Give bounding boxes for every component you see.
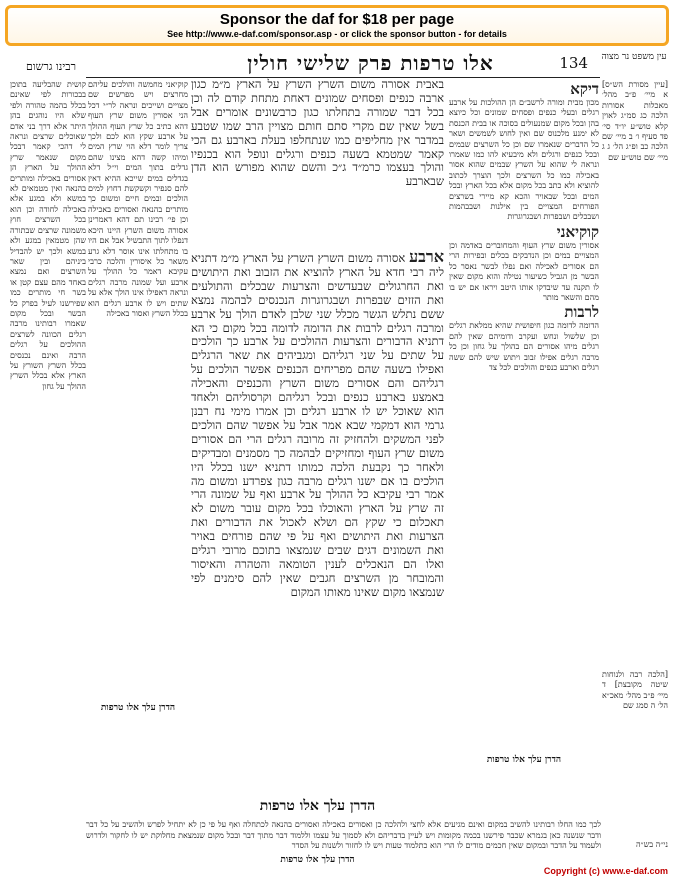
rabbeinu-gershom-text: קושית שהבליעה בתוכן בבכורות לפי שאינם בכלל בהמה טהורה ולפי שלא היו נוהגים בהן היתר אלא דרך בני אדם שאוכלים שרצים ונראה לי דהכי קאמר דבכל מקום שנאמר שרץ ההולך על הארץ הן אסורים באכילה ומותרים בהנאה ואין מטמאים לא במשא ולא במגע אלא באכילה לחודה וכן הוא בכל השרצים חוץ משמונה שרצים שבתורה שהן מטמאין במגע ולא במשא ולכך יש להבדיל ביניהם ובין שאר השרצים ואם נמצא באחד מהם עצם קטן או בשר חי מותרים כמו שפירשנו לעיל בפרק כל הבשר ובכל מקום שאמרו רבותינו מרבה רגלים הכוונה לשרצים ההולכים על רגלים הרבה ואינם נכנסים בכלל השרץ השורץ על הארץ אלא בכלל השרץ ההולך על גחון (10, 80, 86, 391)
sponsor-banner[interactable] (5, 5, 669, 46)
sponsor-subtitle[interactable]: See http://www.e-daf.com/sponsor.asp - or click the sponsor button - for details (167, 29, 507, 39)
rashi-dibbur-2: קוקיאני (556, 222, 599, 241)
rashi-text: מכון מבית ומורה לרשב״ם הן ההולכות על ארבע רגלים ובעלי כנפים ופסחים שמונים וכל כיוצא בהן ובכל מקום שמנעולים בסוכה או בבית הכנסת לא ימנע מלכנוס שם ואין לחוש לשמשים ושאר כל הדברים שנאמרו שם וכן כל השרצים שבמים ובכל כנפים ורגלים ולא מיבעיא להו כמו שאמרו ונראה לי שהוא על השרץ שבמים שהוא אסור באכילה כמו כל השרצים ולכך הוצרך לכתוב להוציא ולא כתב בכל מקום אלא בכל הארץ ובכל המים ובכל שבאויר והכא קא מיירי בשרצים הפורחים המצויים בין אילנות ושבבהמות ושבכלים ושבפרות ושבגרוגרות (449, 98, 599, 222)
gemara-hadran: הדרן עלך אלו טרפות (259, 798, 376, 814)
page-title: אלו טרפות פרק שלישי חולין (247, 51, 494, 75)
sponsor-title[interactable]: Sponsor the daf for $18 per page (219, 11, 455, 28)
gemara-column (191, 250, 444, 795)
rashi-hadran: הדרן עלך אלו טרפות (486, 755, 562, 765)
bottom-commentary: לכך כמו החלו רבותינו להשיב במקום ואינם מגיעים אלא לחצי ולהלכה כן ואסורים באכילה ואסורים בהנאה לכתחלה ואף על פי כן לא יתחיל לפרש ולהשיב על כל דבר ודבר שנשנה כאן בגמרא שכבר פירשנו בכמה מקומות ויש לעיין בדבריהם ולא לסמוך על עצמו וללמוד דבר מתוך דבר ובכל מקום שנמצאת מחלוקת יש לו לחקור ולדרוש ולעמוד על הדבר ובמקום שאין חכמים מודים לו הרי הוא כתלמוד טעות ויש לו לחזור ולשנות על הסדר (86, 820, 601, 850)
rashi-dibbur-hamatchil: דיקא (570, 80, 599, 98)
talmud-page (6, 50, 670, 865)
bottom-hadran: הדרן עלך אלו טרפות (280, 855, 355, 865)
margin-notes-top-text: [עיין מסורת הש״ס] א מיי׳ פ״ב מהל׳ מאכלות אסורות הלכה כג סמ״ג לאוין קלא טוש״ע יו״ד סי׳ פד סעיף ו׳ ב מיי׳ שם הלכה כב ופ״ג הל׳ ג ג מיי׳ שם טוש״ע שם (602, 80, 668, 162)
ein-mishpat-header: עין משפט נר מצוה (601, 52, 667, 62)
rashi-dibbur-3: לרבות (564, 303, 599, 322)
page-number: 134 (559, 54, 588, 72)
rashi-text-2: אסורין משום שרץ העוף והמחוברים באדמה וכן המצויים במים וכן הנדבקים בכלים ובפירות הרי הם אסורים לאכילה ואם נפלו לבשר נאסר כל הבשר מן הגביל כשיעור נטילה והוא מקום שאין לו תקנה עד שיבדקו אותו היטב ויראו אם יש בו מהם והשאר מותר (449, 240, 599, 302)
margin-notes-top (602, 80, 668, 220)
margin-notes-middle-text: [הלכה רבה ולנוחות שיטה מקובצת] ד מיי׳ פ״ב מהל׳ מאכ״א הל׳ ה סמג שם (602, 670, 668, 711)
tosafot-column (88, 80, 188, 700)
gemara-top-body: באבית אסורה משום השרץ השרץ על הארץ מ״מ כגון ארבה כנפים ופסחים שמונים דאחת מתחת קודם לה וכן בכל דבר שמורה בתחלתו כגון כרבשונים אומרים אבל בשל שאין שם מקרי סתם חותם מצויין הרב שמו שטבע במדבר אין מחליפים כמו שנתחלפו בעלת בארבע גם הכי קאמר שמטמא בשעה כנפים ורגלים ונופל הוא בכנפיו והולך בעצמו כרמ״ד ג״כ והשם שהוא מפורש הוא הדן שבארבע (191, 78, 444, 189)
margin-notes-bottom (602, 840, 668, 858)
copyright-link[interactable]: Copyright (c) www.e-daf.com (543, 866, 668, 876)
rabbeinu-gershom-header: רבינו גרשום (26, 60, 76, 73)
margin-notes-middle (602, 670, 668, 740)
gemara-dibbur: ארבע (409, 250, 444, 266)
rashi-text-3: הדומה לדומה כגון חיפושית שהיא ממלאת רגלים וכן שלשול ונחש ועקרב ודומיהם שאין להם רגלים מיהו אסורים הם בהולך על גחון וכן כל מרבה רגלים אפילו זבוב ויתוש שיש להם ששה רגלים וארבע כנפים והולכים לכל צד (449, 321, 599, 372)
gemara-body (191, 250, 444, 600)
tosafot-text: קוקיאני מחמשה והולכים עליהם מחרצים ויש מפרשים שם מצויים ושייכים ונראה לר״י דכל הני אסורין משום שרץ העוף דהא כתיב כל שרץ העוף ההולך על ארבע שקץ הוא לכם ולכך צריך לומר דלא הוי שרץ המים ומיהו קשה דהא מצינו שהם גדלים בתוך המים וי״ל דלא בגדלים במים שייכא ההיא דאין להם סנפיר וקשקשת דחוץ למים הולכים ובמים חיים ומשום כך מותרים בהנאה ואסורים באכילה וכן פי׳ רבינו תם דהא דאמרינן אסורה משום השרץ היינו היכא דנפלו לתוך התבשיל אבל אם היו בו מתחלתו אינו אוסר דלא גרע משאר כל איסורין והלכה כרבי עקיבא דאמר כל ההולך על ארבע ועל שמונה מרבה רגלים ונראה דאפילו אינו הולך אלא על שתים ויש לו ארבע רגלים הוא בכלל השרץ ואסור באכילה (88, 80, 188, 318)
rabbeinu-gershom-column (10, 80, 86, 500)
tosafot-hadran: הדרן עלך אלו טרפות (100, 703, 176, 713)
margin-notes-bottom-text: ני״ה בש״ה (635, 840, 668, 849)
rashi-column (449, 80, 599, 752)
gemara-text: אסורה משום השרץ השרץ על הארץ מ״מ דתניא ליה רבי חדא על הארץ להוציא את הזבוב ואת היתושים ואת החרגולים שבעדשים והצרעות שבכלים והתולעים ואת הזזים שבפרות ושבגרוגרות הנכנסים לבהמה נמצא ששם נתלש הגשר מכלל שני שלבן לאדם הולך על ארבע ומרבה רגלים לרבות את הדומה לדומה בכל מקום כי הא דתניא הדבורים והצרעות ההולכים על ארבע כך הולכים על שתים על שני רגליהם ומגביהים את שאר הרגלים ואפילו בשעה שהם מפריחים הכנפים אפשר הולכים על רגליהם והם אסורים משום השרץ והכנפים והאכילה באמצע בארבע כנפים ובכל רגליהם וקרסוליהם ולאחד הוא שאוכל יש לו ארבע רגלים וכן אמרו מימי נח רבנן גרמי הוא דמקמי שבא אמר אבל על אפשר שהם הולכים לפני המשקים ולהחזיק זה מרובה רגלים הרי הם אסורים משום שרץ העוף ומחזיקים לבהמה כך מסמנים ומבדיקים ולאחר כך נקבעת הלכה כמותו דתניא ישנו בכלל היו הולכים בו אם ישנו רגלים מרבה כגון צפרדע ומשום מה אמר רבי עקיבא כל ההולך על ארבע ואף על שמונה הרי זה שרץ על הארץ והאוכלו בכל מקום עובר משום לא תאכלום כי שקץ הם ושלא לאכול את הדבורים ואת הצרעות ואת היתושים ואף על פי שהם פורחים באויר ואת השמונים דגים שבים שנמצאו בתוכם מרובי רגלים ואלו הם הנאכלים לענין הטומאה והטהרה והאיסור והמובחר מן השרצים חגבים שאין להם סימנים לפי שנמצאו מקום שאינו מאותו המקום (191, 251, 444, 599)
gemara-top-text (191, 78, 444, 248)
